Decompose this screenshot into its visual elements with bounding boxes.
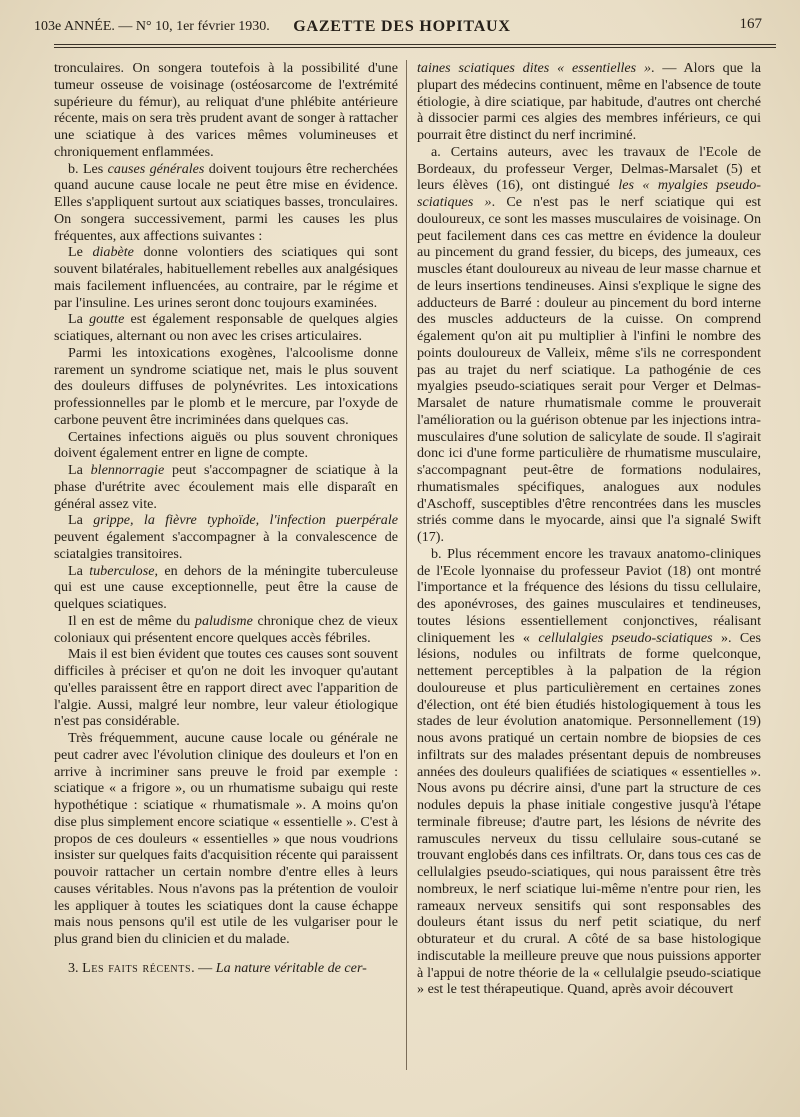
right-column (417, 60, 761, 998)
column-divider (406, 60, 407, 1070)
journal-title: GAZETTE DES HOPITAUX (293, 18, 511, 35)
page-header (34, 16, 770, 42)
paragraph: La blennorragie peut s'accompagner de sciatique à la phase d'urétrite avec écoulement mais elle disparaît en général assez vite. (54, 462, 398, 512)
paragraph: La goutte est également responsable de quelques algies sciatiques, alternant ou non avec les crises articulaires. (54, 311, 399, 344)
paragraph: b. Plus récemment encore les travaux anatomo-cliniques de l'Ecole lyonnaise du professeur Paviot (18) ont montré l'importance et la fréquence des lésions du tissu cellulaire, des aponévroses, des gaines musculaires et tendineuses, toutes lésions essentiellement conjonctives, réalisant cliniquement les « cellulalgies pseudo-sciatiques ». Ces lésions, nodules ou infiltrats de forme quelconque, nettement perceptibles à la palpation de la région douloureuse et plus particulièrement en certaines zones d'élection, ont été bien étudiés histologiquement à tous les stades de leur évolution anatomique. Personnellement (19) nous avons pratiqué un certain nombre de biopsies de ces infiltrats sur des malades présentant depuis de nombreuses années des douleurs qualifiées de sciatiques « essentielles ». Nous avons pu décrire ainsi, d'une part la structure de ces nodules depuis la phase initiale congestive jusqu'à l'étape terminale fibreuse; d'autre part, les lésions de névrite des ramuscules nerveux du tissu cellulaire sous-cutané se trouvant englobés dans ces infiltrats. Or, dans tous ces cas de cellulalgies pseudo-sciatiques, qui nous paraissent être très nombreux, le nerf sciatique lui-même n'entre pour rien, les rameaux nerveux sensitifs qui sont responsables des douleurs étant issus du nerf petit sciatique, du nerf obturateur et du crural. A côté de sa base histologique indiscutable la meilleure preuve que nous puissions apporter à l'appui de notre théorie de la « cellulalgie pseudo-sciatique » est le test thérapeutique. Quand, après avoir découvert (417, 545, 762, 998)
paragraph: Il en est de même du paludisme chronique chez de vieux coloniaux qui présentent encore quelques accès fébriles. (54, 612, 398, 646)
left-column (54, 60, 398, 977)
paragraph: a. Certains auteurs, avec les travaux de l'Ecole de Bordeaux, du professeur Verger, Delmas-Marsalet (5) et leurs élèves (16), ont distingué les « myalgies pseudo-sciatiques ». Ce n'est pas le nerf sciatique qui est douloureux, ce sont les masses musculaires de voisinage. On peut facilement dans ces cas mettre en évidence la douleur au pincement du grand fessier, du biceps, des jumeaux, ces muscles étant douloureux au niveau de leur masse charnue et de leurs insertions tendineuses. Ainsi s'explique le signe des adducteurs de Barré : douleur au pincement du bord interne des muscles adducteurs de la cuisse. On comprend également qu'on ait pu multiplier à l'infini le nombre des points douloureux de Valleix, même s'ils ne correspondent pas au trajet du nerf sciatique. La pathogénie de ces myalgies pseudo-sciatiques serait pour Verger et Delmas-Marsalet de nature rhumatismale comme le prouverait l'amélioration ou la guérison obtenue par les injections intra-musculaires d'une solution de salicylate de soude. Il s'agirait donc ici d'une forme particulière de rhumatisme musculaire, s'accompagnant peut-être de formations nodulaires, rhumatismales spécifiques, analogues aux nodules d'Aschoff, susceptibles d'être rencontrées dans les muscles striés comme dans le myocarde, ainsi que l'a signalé Swift (17). (417, 143, 761, 545)
paragraph: La grippe, la fièvre typhoïde, l'infection puerpérale peuvent également s'accompagner à la convalescence de sciatalgies transitoires. (54, 512, 398, 562)
issue-info: 103e ANNÉE. — N° 10, 1er février 1930. (34, 19, 270, 34)
paragraph: b. Les causes générales doivent toujours être recherchées quand aucune cause locale ne peut être mise en évidence. Elles s'appliquent surtout aux sciatiques basses, tronculaires. On songera successivement, parmi les causes les plus fréquentes, aux affections suivantes : (54, 160, 399, 244)
paragraph: Mais il est bien évident que toutes ces causes sont souvent difficiles à préciser et qu'on ne doit les invoquer qu'autant qu'elles paraissent être en rapport direct avec l'apparition de l'algie. Aussi, malgré leur nombre, leur valeur étiologique n'est pas considérable. (54, 646, 398, 730)
section-heading: 3. Les faits récents. — La nature véritable de cer- (68, 959, 367, 976)
header-rule (54, 44, 776, 45)
paragraph: Parmi les intoxications exogènes, l'alcoolisme donne rarement un syndrome sciatique net, mais le plus souvent des douleurs diffuses de polynévrites. Les intoxications professionnelles par le plomb et le mercure, par l'oxyde de carbone peuvent être incriminées dans quelques cas. (54, 344, 398, 428)
paragraph: taines sciatiques dites « essentielles ». — Alors que la plupart des médecins continuent, même en l'absence de toute étiologie, à dire sciatique, par habitude, d'autres ont cherché à dissocier parmi ces algies des membres inférieurs, ce qui pourrait être distinct du nerf incriminé. (417, 60, 761, 143)
paragraph: tronculaires. On songera toutefois à la possibilité d'une tumeur osseuse de voisinage (ostéosarcome de l'extrémité supérieure du fémur), au reliquat d'une phlébite antérieure récente, mais on sera très prudent avant de songer à rattacher une sciatique à des varices mêmes volumineuses et chroniquement enflammées. (54, 60, 398, 160)
paragraph: Le diabète donne volontiers des sciatiques qui sont souvent bilatérales, habituellement rebelles aux analgésiques mais facilement influencées, au contraire, par le régime et par l'insuline. Les urines seront donc toujours examinées. (54, 244, 398, 311)
paragraph: Très fréquemment, aucune cause locale ou générale ne peut cadrer avec l'évolution clinique des douleurs et l'on en arrive à incriminer sans preuve le froid par exemple : sciatique « a frigore », ou un rhumatisme subaigu qui reste hypothétique : sciatique « rhumatismale ». A moins qu'on dise plus simplement encore sciatique « essentielle ». C'est à propos de ces douleurs « essentielles » que nous voudrions insister sur quelques faits d'acquisition récente qui paraissent pouvoir rattacher un certain nombre d'entre elles à leurs causes véritables. Nous n'avons pas la prétention de vouloir les appliquer à toutes les sciatiques dont la cause échappe mais nous pensons qu'il est utile de les vulgariser pour le plus grand bien du clinicien et du malade. (54, 730, 398, 947)
page-number: 167 (739, 16, 762, 32)
header-rule-double (54, 47, 776, 48)
paragraph: Certaines infections aiguës ou plus souvent chroniques doivent également entrer en ligne de compte. (54, 428, 398, 462)
paragraph: La tuberculose, en dehors de la méningite tuberculeuse qui est une cause exceptionnelle, peut être la cause de quelques sciatiques. (54, 562, 398, 612)
